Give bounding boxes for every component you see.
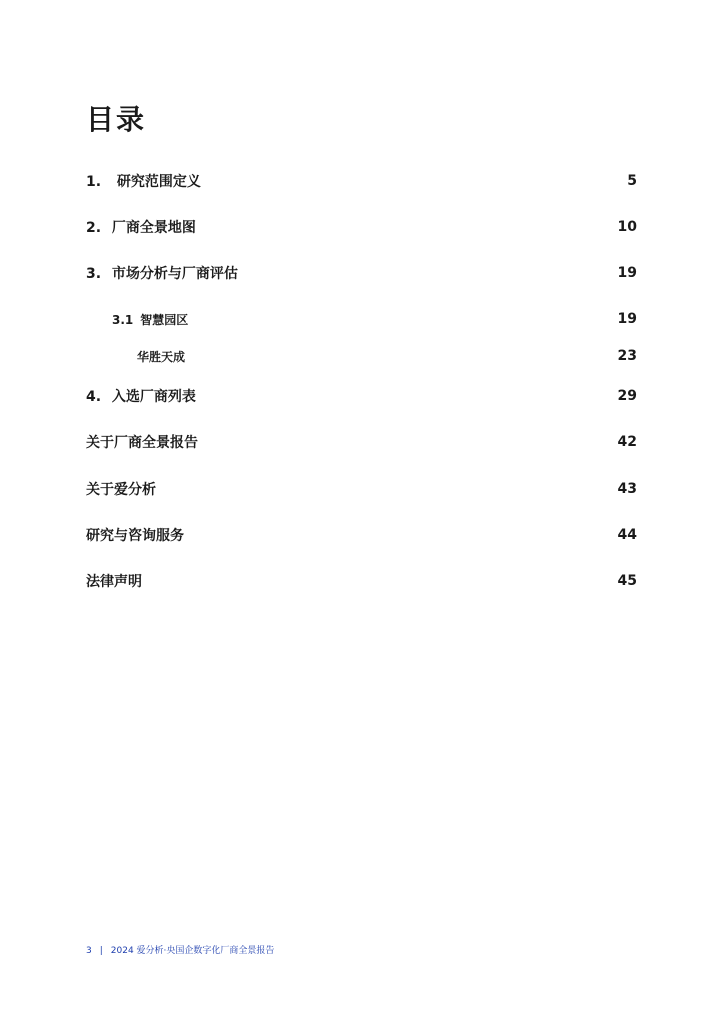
toc-item-label: 华胜天成 — [137, 349, 186, 364]
toc-item-page: 29 — [617, 388, 637, 404]
toc-item-vendor-huasheng[interactable] — [137, 344, 637, 368]
footer-page-number: 3 — [86, 946, 92, 956]
toc-item-page: 5 — [627, 173, 637, 189]
toc-item-page: 10 — [617, 219, 637, 235]
toc-item-smart-park[interactable] — [112, 307, 637, 331]
page-title: 目录 — [86, 103, 147, 136]
toc-item-consulting-services[interactable] — [86, 523, 637, 547]
toc-item-label-wrap — [86, 217, 196, 237]
footer-separator: | — [99, 946, 103, 956]
toc-item-label: 市场分析与厂商评估 — [111, 266, 238, 282]
toc-item-vendor-list[interactable] — [86, 384, 637, 408]
toc-item-page: 43 — [617, 481, 637, 497]
toc-item-number: 4. — [86, 389, 102, 405]
toc-item-page: 23 — [617, 348, 637, 364]
page-footer — [86, 943, 274, 956]
toc-item-page: 42 — [617, 434, 637, 450]
toc-item-legal-notice[interactable] — [86, 569, 637, 593]
toc-item-research-scope[interactable] — [86, 169, 637, 193]
toc-item-label: 关于爱分析 — [86, 482, 156, 498]
toc-item-label-wrap — [86, 171, 201, 191]
toc-item-label: 智慧园区 — [140, 312, 189, 327]
toc-item-page: 44 — [617, 527, 637, 543]
toc-item-about-company[interactable] — [86, 477, 637, 501]
toc-item-page: 19 — [617, 265, 637, 281]
toc-item-label-wrap — [86, 263, 238, 283]
toc-item-label-wrap — [86, 386, 196, 406]
toc-item-number: 3. — [86, 266, 102, 282]
toc-item-label: 入选厂商列表 — [111, 389, 196, 405]
footer-report-title: 2024 爱分析·央国企数字化厂商全景报告 — [110, 946, 275, 956]
toc-item-label: 厂商全景地图 — [111, 220, 196, 236]
toc-item-label: 关于厂商全景报告 — [86, 435, 198, 451]
toc-item-number: 1. — [86, 174, 102, 190]
toc-item-number: 2. — [86, 220, 102, 236]
toc-item-label-wrap — [112, 311, 188, 328]
toc-item-number: 3.1 — [112, 312, 134, 327]
toc-item-about-report[interactable] — [86, 430, 637, 454]
toc-item-page: 45 — [617, 573, 637, 589]
toc-item-label: 法律声明 — [86, 574, 142, 590]
toc-item-label: 研究与咨询服务 — [86, 528, 184, 544]
toc-item-label: 研究范围定义 — [116, 174, 201, 190]
toc-item-vendor-map[interactable] — [86, 215, 637, 239]
toc-item-market-analysis[interactable] — [86, 261, 637, 285]
toc-item-page: 19 — [617, 311, 637, 327]
